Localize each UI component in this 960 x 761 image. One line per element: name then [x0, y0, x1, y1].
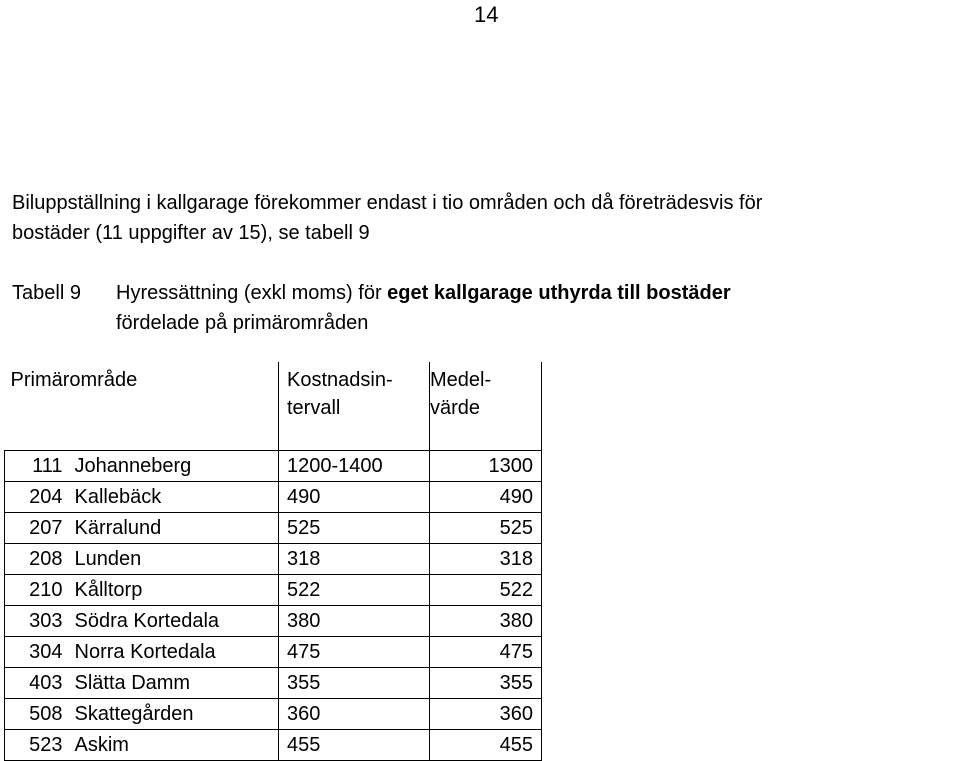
table-row: [5, 667, 542, 698]
area-name: Askim: [69, 729, 279, 760]
average-value: 490: [430, 481, 542, 512]
area-name: Johanneberg: [69, 450, 279, 481]
cost-range: 360: [279, 698, 430, 729]
header-average: [430, 362, 542, 450]
cost-range: 1200-1400: [279, 450, 430, 481]
area-code: 303: [5, 605, 69, 636]
area-code: 208: [5, 543, 69, 574]
header-average-line-2: värde: [430, 397, 481, 419]
area-name: Slätta Damm: [69, 667, 279, 698]
cost-range: 490: [279, 481, 430, 512]
area-name: Kålltorp: [69, 574, 279, 605]
area-name: Norra Kortedala: [69, 636, 279, 667]
intro-line-2: bostäder (11 uppgifter av 15), se tabell 9: [12, 222, 370, 244]
cost-range: 380: [279, 605, 430, 636]
area-code: 204: [5, 481, 69, 512]
table-caption: [12, 278, 731, 338]
cost-range: 522: [279, 574, 430, 605]
average-value: 318: [430, 543, 542, 574]
caption-line-2: fördelade på primärområden: [116, 312, 369, 334]
intro-paragraph: [12, 188, 762, 248]
average-value: 1300: [430, 450, 542, 481]
intro-line-1: Biluppställning i kallgarage förekommer endast i tio områden och då företrädesvis för: [12, 192, 763, 214]
area-code: 111: [5, 450, 69, 481]
header-area: Primärområde: [5, 362, 279, 450]
average-value: 360: [430, 698, 542, 729]
table-row: [5, 481, 542, 512]
area-code: 304: [5, 636, 69, 667]
table-row: [5, 574, 542, 605]
average-value: 475: [430, 636, 542, 667]
table-row: [5, 636, 542, 667]
average-value: 455: [430, 729, 542, 760]
average-value: 522: [430, 574, 542, 605]
table-row: [5, 543, 542, 574]
area-name: Skattegården: [69, 698, 279, 729]
area-name: Kärralund: [69, 512, 279, 543]
table-row: [5, 450, 542, 481]
table-row: [5, 698, 542, 729]
cost-range: 355: [279, 667, 430, 698]
table-row: [5, 605, 542, 636]
area-code: 523: [5, 729, 69, 760]
caption-label: Tabell 9: [12, 282, 81, 304]
area-code: 403: [5, 667, 69, 698]
caption-text: Hyressättning (exkl moms) för: [116, 282, 388, 304]
average-value: 525: [430, 512, 542, 543]
rent-table: [4, 362, 542, 761]
area-name: Kallebäck: [69, 481, 279, 512]
cost-range: 455: [279, 729, 430, 760]
header-range-line-1: Kostnadsin-: [287, 369, 393, 391]
table-header-row: [5, 362, 542, 450]
header-range-line-2: tervall: [287, 397, 341, 419]
cost-range: 475: [279, 636, 430, 667]
area-code: 207: [5, 512, 69, 543]
header-average-line-1: Medel-: [430, 369, 492, 391]
page-number: 14: [474, 2, 499, 27]
header-range: [279, 362, 430, 450]
average-value: 380: [430, 605, 542, 636]
cost-range: 525: [279, 512, 430, 543]
table-row: [5, 512, 542, 543]
average-value: 355: [430, 667, 542, 698]
table-row: [5, 729, 542, 760]
area-name: Södra Kortedala: [69, 605, 279, 636]
area-code: 508: [5, 698, 69, 729]
cost-range: 318: [279, 543, 430, 574]
caption-bold-text: eget kallgarage uthyrda till bostäder: [387, 282, 731, 304]
area-name: Lunden: [69, 543, 279, 574]
area-code: 210: [5, 574, 69, 605]
